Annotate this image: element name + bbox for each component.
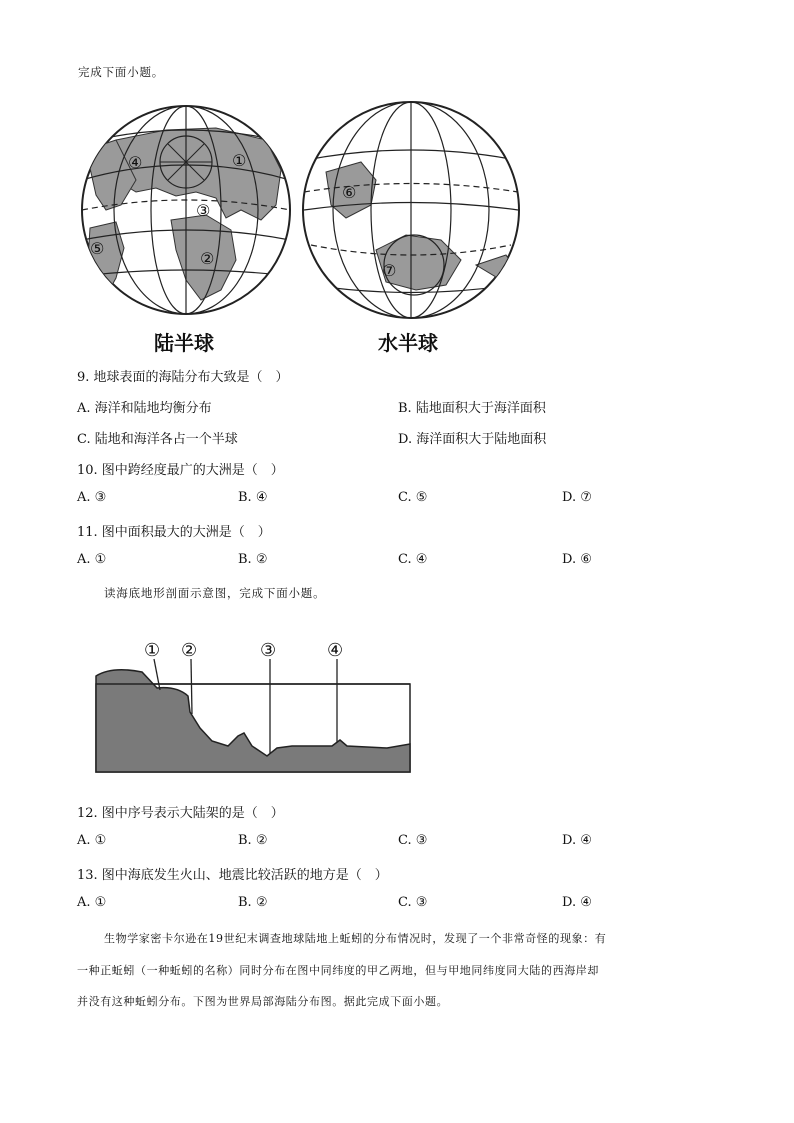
q11-option-d[interactable]: D. ⑥ <box>562 552 592 567</box>
q11-option-a[interactable]: A. ① <box>77 552 107 567</box>
q13-option-a[interactable]: A. ① <box>77 895 107 910</box>
profile-marker-2: ② <box>181 640 198 661</box>
profile-marker-1: ① <box>144 640 161 661</box>
hemispheres-figure <box>76 100 536 360</box>
q12-option-c[interactable]: C. ③ <box>398 833 428 848</box>
profile-marker-3: ③ <box>260 640 277 661</box>
marker-3: ③ <box>196 201 211 220</box>
q9-option-c[interactable]: C. 陆地和海洋各占一个半球 <box>77 432 238 447</box>
q10-option-b[interactable]: B. ④ <box>238 490 268 505</box>
marker-5: ⑤ <box>90 239 105 258</box>
q12-option-a[interactable]: A. ① <box>77 833 107 848</box>
land-hemisphere <box>82 106 290 314</box>
intro-profile: 读海底地形剖面示意图，完成下面小题。 <box>104 586 326 600</box>
seafloor-profile-figure <box>92 636 416 776</box>
question-10: 10. 图中跨经度最广的大洲是（ ） <box>77 463 284 478</box>
q12-option-d[interactable]: D. ④ <box>562 833 592 848</box>
q10-option-d[interactable]: D. ⑦ <box>562 490 592 505</box>
question-9: 9. 地球表面的海陆分布大致是（ ） <box>77 370 289 385</box>
marker-4: ④ <box>128 153 143 172</box>
caption-water-hemisphere: 水半球 <box>378 331 438 355</box>
question-13: 13. 图中海底发生火山、地震比较活跃的地方是（ ） <box>77 868 388 883</box>
q9-option-b[interactable]: B. 陆地面积大于海洋面积 <box>398 401 546 416</box>
q10-option-a[interactable]: A. ③ <box>77 490 107 505</box>
intro-top: 完成下面小题。 <box>78 65 165 79</box>
caption-land-hemisphere: 陆半球 <box>154 331 214 355</box>
q9-option-d[interactable]: D. 海洋面积大于陆地面积 <box>398 432 547 447</box>
marker-7: ⑦ <box>382 261 397 280</box>
q9-option-a[interactable]: A. 海洋和陆地均衡分布 <box>77 401 212 416</box>
q11-option-c[interactable]: C. ④ <box>398 552 428 567</box>
q13-option-c[interactable]: C. ③ <box>398 895 428 910</box>
marker-6: ⑥ <box>342 183 357 202</box>
q10-option-c[interactable]: C. ⑤ <box>398 490 428 505</box>
profile-marker-4: ④ <box>327 640 344 661</box>
passage-line-3: 并没有这种蚯蚓分布。下图为世界局部海陆分布图。据此完成下面小题。 <box>77 995 449 1008</box>
marker-2: ② <box>200 249 215 268</box>
q13-option-d[interactable]: D. ④ <box>562 895 592 910</box>
water-hemisphere <box>303 102 519 318</box>
marker-1: ① <box>232 151 247 170</box>
question-11: 11. 图中面积最大的大洲是（ ） <box>77 525 271 540</box>
passage-line-2: 一种正蚯蚓（一种蚯蚓的名称）同时分布在图中同纬度的甲乙两地，但与甲地同纬度同大陆的西海岸却 <box>77 964 599 977</box>
passage-line-1: 生物学家密卡尔逊在19世纪末调查地球陆地上蚯蚓的分布情况时，发现了一个非常奇怪的现象：有 <box>104 932 607 945</box>
q12-option-b[interactable]: B. ② <box>238 833 268 848</box>
q13-option-b[interactable]: B. ② <box>238 895 268 910</box>
q11-option-b[interactable]: B. ② <box>238 552 268 567</box>
question-12: 12. 图中序号表示大陆架的是（ ） <box>77 806 284 821</box>
